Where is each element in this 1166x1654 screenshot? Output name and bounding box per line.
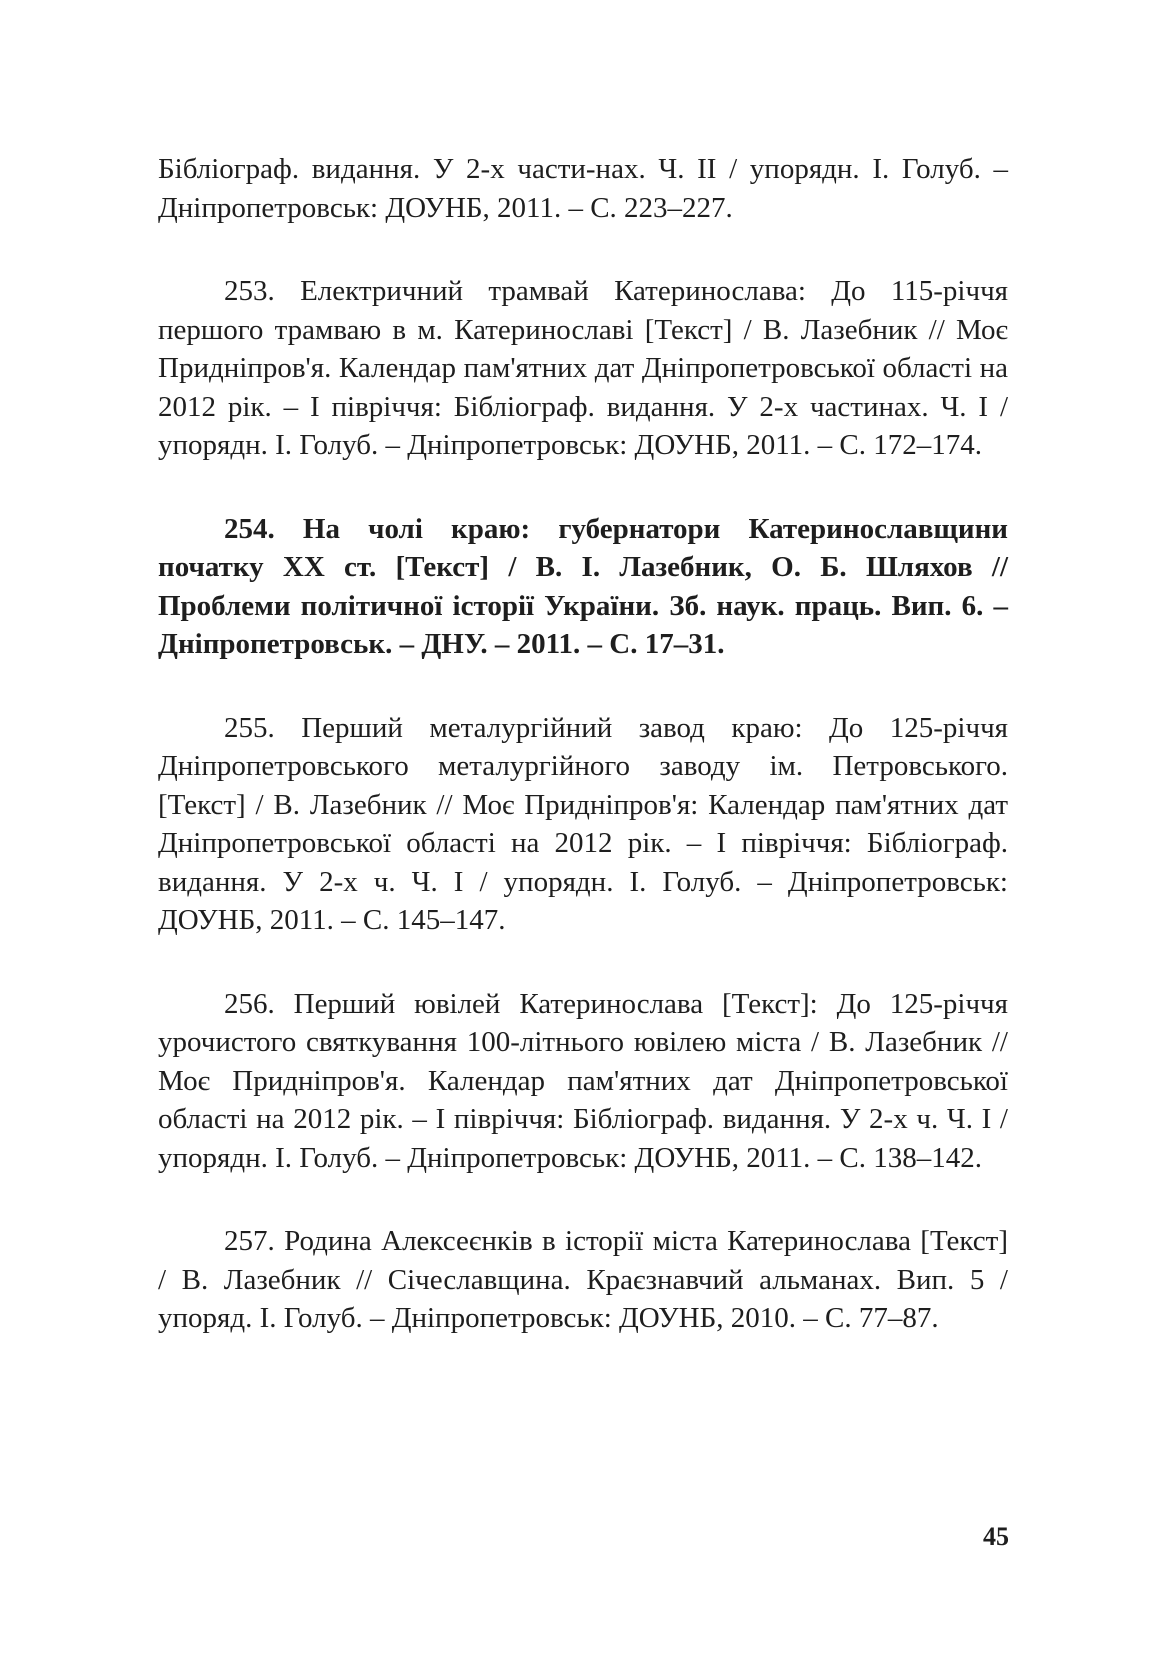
bibliography-entry-254: 254. На чолі краю: губернатори Катеринославщини початку ХХ ст. [Текст] / В. І. Лазебник, О. Б. Шляхов // Проблеми політичної історії України. Зб. наук. праць. Вип. 6. – Дніпропетровськ. – ДНУ. – 2011. – С. 17–31. bbox=[158, 512, 1008, 660]
bibliography-entry-256: 256. Перший ювілей Катеринослава [Текст]: До 125-річчя урочистого святкування 100-літнього ювілею міста / В. Лазебник // Моє Придніпров'я. Календар пам'ятних дат Дніпропетровської області на 2012 рік. – І півріччя: Бібліограф. видання. У 2-х ч. Ч. І / упорядн. І. Голуб. – Дніпропетровськ: ДОУНБ, 2011. – С. 138–142. bbox=[158, 987, 1008, 1174]
bibliography-list bbox=[158, 150, 1008, 1383]
bibliography-entry-255: 255. Перший металургійний завод краю: До 125-річчя Дніпропетровського металургійного заводу ім. Петровського. [Текст] / В. Лазебник // Моє Придніпров'я: Календар пам'ятних дат Дніпропетровської області на 2012 рік. – І півріччя: Бібліограф. видання. У 2-х ч. Ч. І / упорядн. І. Голуб. – Дніпропетровськ: ДОУНБ, 2011. – С. 145–147. bbox=[158, 711, 1008, 936]
bibliography-entry-253: 253. Електричний трамвай Катеринослава: До 115-річчя першого трамваю в м. Катеринославі [Текст] / В. Лазебник // Моє Придніпров'я. Календар пам'ятних дат Дніпропетровської області на 2012 рік. – І півріччя: Бібліограф. видання. У 2-х частинах. Ч. І / упорядн. І. Голуб. – Дніпропетровськ: ДОУНБ, 2011. – С. 172–174. bbox=[158, 275, 1008, 461]
bibliography-entry-257: 257. Родина Алексеєнків в історії міста Катеринослава [Текст] / В. Лазебник // Січеславщина. Краєзнавчий альманах. Вип. 5 / упоряд. І. Голуб. – Дніпропетровськ: ДОУНБ, 2010. – С. 77–87. bbox=[158, 1225, 1008, 1334]
bibliography-entry-continuation: Бібліограф. видання. У 2-х части-нах. Ч. ІІ / упорядн. І. Голуб. – Дніпропетровськ: ДОУНБ, 2011. – С. 223–227. bbox=[158, 153, 1008, 224]
page-number: 45 bbox=[983, 1522, 1009, 1551]
